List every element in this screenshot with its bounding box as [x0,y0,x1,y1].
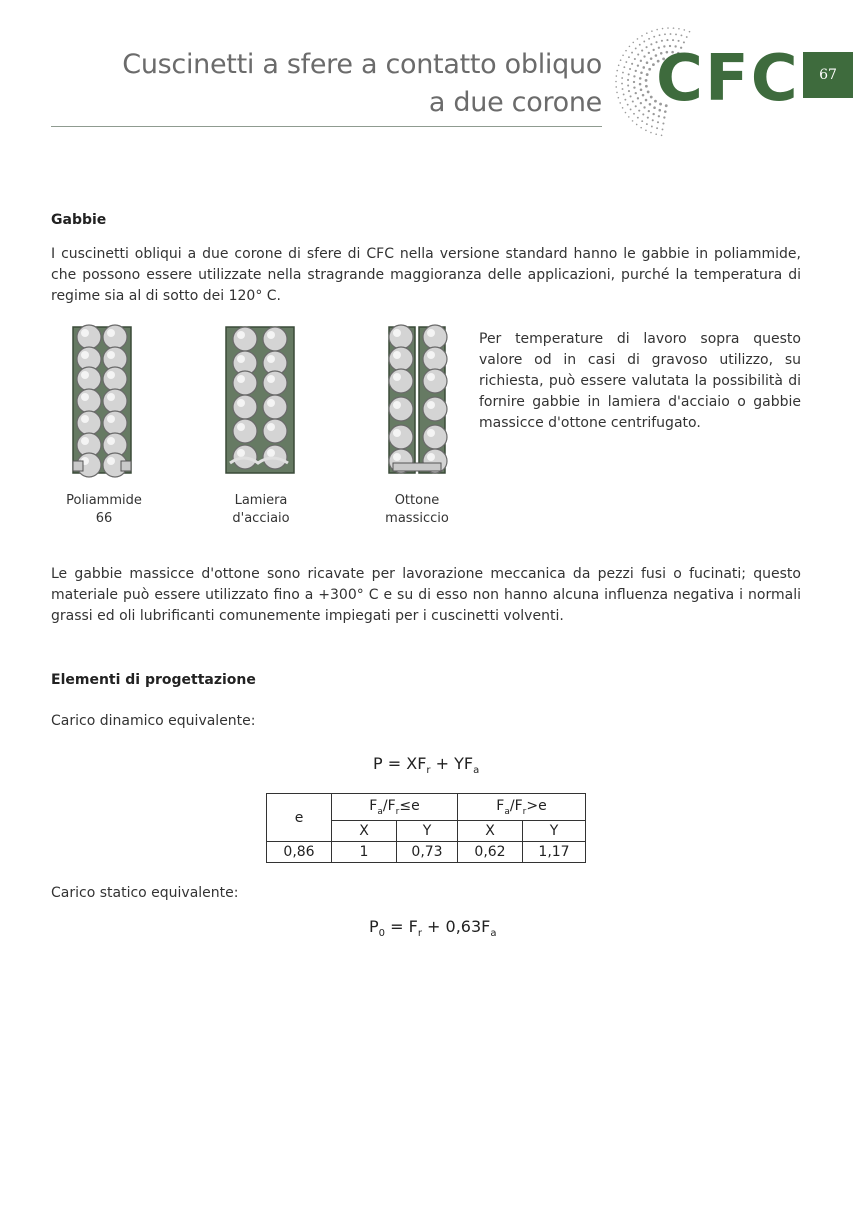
high-temperature-note: Per temperature di lavoro sopra questo valore od in casi di gravoso utilizzo, su richiesta, può essere valutata la possibilità di fornire gabbie in lamiera d'acciaio o gabbie massicce d'ottone centrifugato. [479,331,801,431]
x-header-2: X [458,821,523,842]
static-load-formula: $P_0 = F_r + 0,63F_a$ [369,917,497,940]
table-cell-x2: 0,62 [458,842,523,863]
polyamide-cage-illustration [70,323,134,478]
caption-steel: Lamiera d'acciaio [232,493,290,526]
ratio-gt-e-header: $F_a/F_r>e$ [458,794,586,821]
y-header-2: Y [523,821,586,842]
e-header: e [267,794,332,842]
dynamic-load-label: Carico dinamico equivalente: [51,713,256,729]
static-load-label: Carico statico equivalente: [51,885,239,901]
svg-text:CFC: CFC [656,42,800,116]
gabbie-intro-text: I cuscinetti obliqui a due corone di sfere di CFC nella versione standard hanno le gabbie in poliammide, che possono essere utilizzate nella stragrande maggioranza delle applicazioni, purché la temperatura di regime sia al di sotto dei 120° C. [51,246,801,304]
steel-cage-illustration [224,323,296,478]
title-divider [51,126,602,127]
brass-cage-text: Le gabbie massicce d'ottone sono ricavate per lavorazione meccanica da pezzi fusi o fucinati; questo materiale può essere utilizzato fino a +300° C e su di esso non hanno alcuna influenza negativa i normali grassi ed oli lubrificanti comunemente impiegati per i cuscinetti volventi. [51,566,801,624]
table-cell-e: 0,86 [267,842,332,863]
caption-brass: Ottone massiccio [385,493,449,526]
table-cell-y1: 0,73 [397,842,458,863]
page-number-badge: 67 [803,52,853,98]
y-header-1: Y [397,821,458,842]
table-cell-y2: 1,17 [523,842,586,863]
x-header-1: X [332,821,397,842]
title-line-1: Cuscinetti a sfere a contatto obliquo [122,49,602,80]
cfc-logo [612,26,802,138]
load-factor-table [266,793,586,863]
section-heading-gabbie: Gabbie [51,212,107,228]
title-line-2: a due corone [428,87,602,118]
section-heading-design: Elementi di progettazione [51,672,256,688]
table-cell-x1: 1 [332,842,397,863]
caption-polyamide: Poliammide 66 [66,493,142,526]
page-title [122,46,602,122]
ratio-le-e-header: $F_a/F_r\le e$ [332,794,458,821]
dynamic-load-formula: $P = XF_r + YF_a$ [373,754,480,777]
brass-cage-illustration [383,323,451,478]
